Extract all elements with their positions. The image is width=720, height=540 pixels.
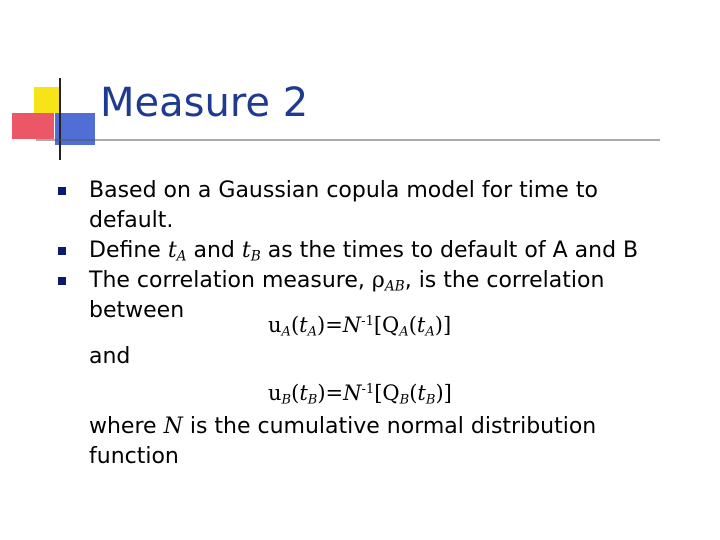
where-text-line2: function [89,444,179,469]
bullet-marker [58,277,66,285]
red-square [12,113,54,139]
bullet-item: Based on a Gaussian copula model for time to default. [58,176,688,236]
slide-title: Measure 2 [100,80,309,126]
bullet-item: The correlation measure, $\rho_{AB}$, is the correlation between [58,266,688,326]
formula-a: $u_A(t_A)=N^{-1}[Q_A(t_A)]$ [268,313,452,340]
and-text: and [89,344,131,369]
bullet-marker [58,187,66,195]
bullet-list [58,176,688,326]
yellow-square [34,87,60,113]
bullet-item: Define $t_A$ and $t_B$ as the times to default of A and B [58,236,688,266]
where-text: where N is the cumulative normal distribution [89,414,597,439]
formula-b: $u_B(t_B)=N^{-1}[Q_B(t_B)]$ [268,381,452,408]
bullet-marker [58,247,66,255]
